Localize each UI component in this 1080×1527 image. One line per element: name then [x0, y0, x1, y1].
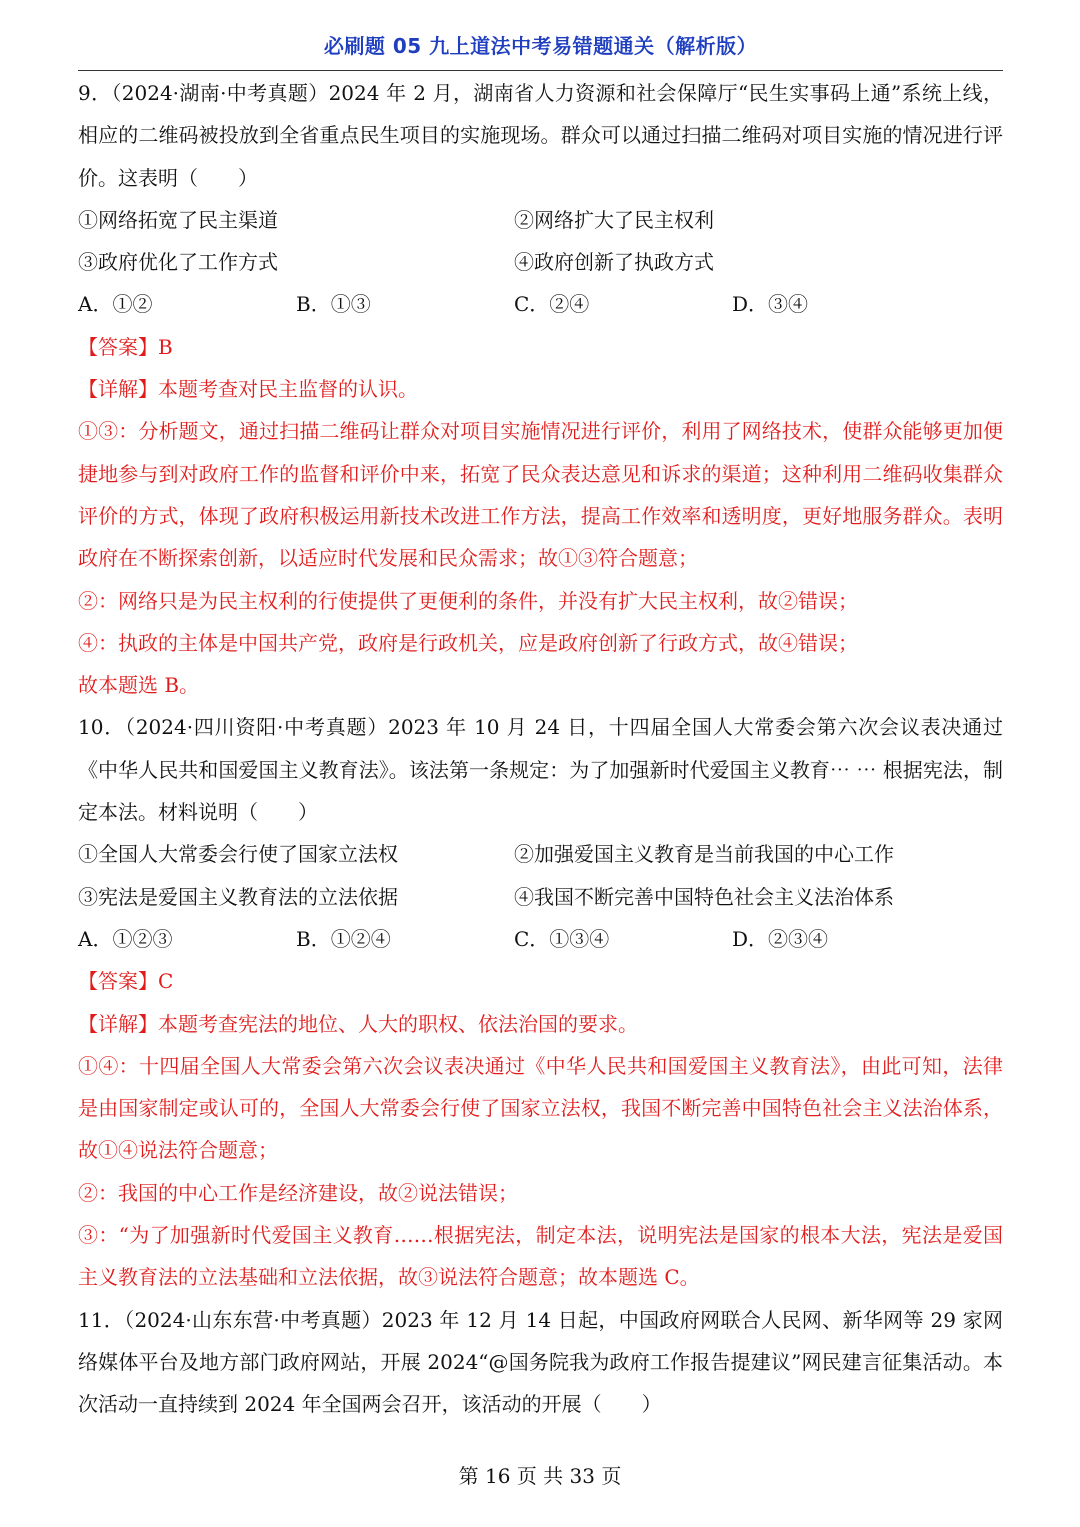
- q10-answer: 【答案】C: [78, 969, 174, 994]
- q10-detail: 【详解】本题考查宪法的地位、人大的职权、依法治国的要求。: [78, 1011, 638, 1036]
- q9-detail: 【详解】本题考查对民主监督的认识。: [78, 377, 418, 402]
- q10-statement-2: ②加强爱国主义教育是当前我国的中心工作: [514, 842, 894, 867]
- q9-statements-row-1: [78, 199, 1003, 241]
- q9-statement-3: ③政府优化了工作方式: [78, 250, 278, 275]
- q9-choice-c: C．②④: [514, 292, 590, 317]
- q9-choices: [78, 283, 1003, 325]
- q10-statement-1: ①全国人大常委会行使了国家立法权: [78, 842, 398, 867]
- q10-statement-4: ④我国不断完善中国特色社会主义法治体系: [514, 884, 894, 909]
- q10-choice-d: D．②③④: [732, 926, 829, 951]
- header-divider: [78, 70, 1003, 71]
- q9-conclusion: 故本题选 B。: [78, 673, 200, 698]
- q9-statement-1: ①网络拓宽了民主渠道: [78, 207, 278, 232]
- q9-answer: 【答案】B: [78, 334, 173, 359]
- q10-statement-3: ③宪法是爱国主义教育法的立法依据: [78, 884, 398, 909]
- document-body: [78, 72, 1003, 1426]
- q9-explanation-2: ②：网络只是为民主权利的行使提供了更便利的条件，并没有扩大民主权利，故②错误；: [78, 588, 858, 613]
- q9-statements-row-2: [78, 241, 1003, 283]
- q9-stem: 9．（2024·湖南·中考真题）2024 年 2 月，湖南省人力资源和社会保障厅“民生实事码上通”系统上线，相应的二维码被投放到全省重点民生项目的实施现场。群众可以通过扫描二维码对项目实施的情况进行评价。这表明（ ）: [78, 81, 1003, 190]
- q9-explanation-1: ①③：分析题文，通过扫描二维码让群众对项目实施情况进行评价，利用了网络技术，使群众能够更加便捷地参与到对政府工作的监督和评价中来，拓宽了民众表达意见和诉求的渠道；这种利用二维码收集群众评价的方式，体现了政府积极运用新技术改进工作方法，提高工作效率和透明度，更好地服务群众。表明政府在不断探索创新，以适应时代发展和民众需求；故①③符合题意；: [78, 419, 1003, 571]
- q10-explanation-2: ②：我国的中心工作是经济建设，故②说法错误；: [78, 1180, 518, 1205]
- q10-choice-b: B．①②④: [296, 926, 391, 951]
- page-header-title: 必刷题 05 九上道法中考易错题通关（解析版）: [323, 34, 758, 58]
- page-number-footer: 第 16 页 共 33 页: [458, 1464, 622, 1488]
- q9-explanation-3: ④：执政的主体是中国共产党，政府是行政机关，应是政府创新了行政方式，故④错误；: [78, 630, 858, 655]
- q10-explanation-3: ③：“为了加强新时代爱国主义教育……根据宪法，制定本法，说明宪法是国家的根本大法，宪法是爱国主义教育法的立法基础和立法依据，故③说法符合题意；故本题选 C。: [78, 1223, 1003, 1290]
- q9-choice-b: B．①③: [296, 292, 371, 317]
- q9-statement-2: ②网络扩大了民主权利: [514, 207, 714, 232]
- q11-stem: 11．（2024·山东东营·中考真题）2023 年 12 月 14 日起，中国政府网联合人民网、新华网等 29 家网络媒体平台及地方部门政府网站，开展 2024“@国务院我为政府工作报告提建议”网民建言征集活动。本次活动一直持续到 2024 年全国两会召开，该活动的开展（ ）: [78, 1307, 1003, 1417]
- q10-statements-row-1: [78, 833, 1003, 875]
- q9-choice-d: D．③④: [732, 292, 809, 317]
- q10-choice-c: C．①③④: [514, 926, 610, 951]
- q10-stem: 10．（2024·四川资阳·中考真题）2023 年 10 月 24 日，十四届全国人大常委会第六次会议表决通过《中华人民共和国爱国主义教育法》。该法第一条规定：为了加强新时代爱国主义教育⋯ ⋯ 根据宪法，制定本法。材料说明（ ）: [78, 715, 1003, 825]
- q10-choice-a: A．①②③: [78, 926, 173, 951]
- q10-explanation-1: ①④：十四届全国人大常委会第六次会议表决通过《中华人民共和国爱国主义教育法》，由此可知，法律是由国家制定或认可的，全国人大常委会行使了国家立法权，我国不断完善中国特色社会主义法治体系，故①④说法符合题意；: [78, 1053, 1003, 1163]
- q9-choice-a: A．①②: [78, 292, 153, 317]
- q10-choices: [78, 918, 1003, 960]
- q10-statements-row-2: [78, 876, 1003, 918]
- q9-statement-4: ④政府创新了执政方式: [514, 250, 714, 275]
